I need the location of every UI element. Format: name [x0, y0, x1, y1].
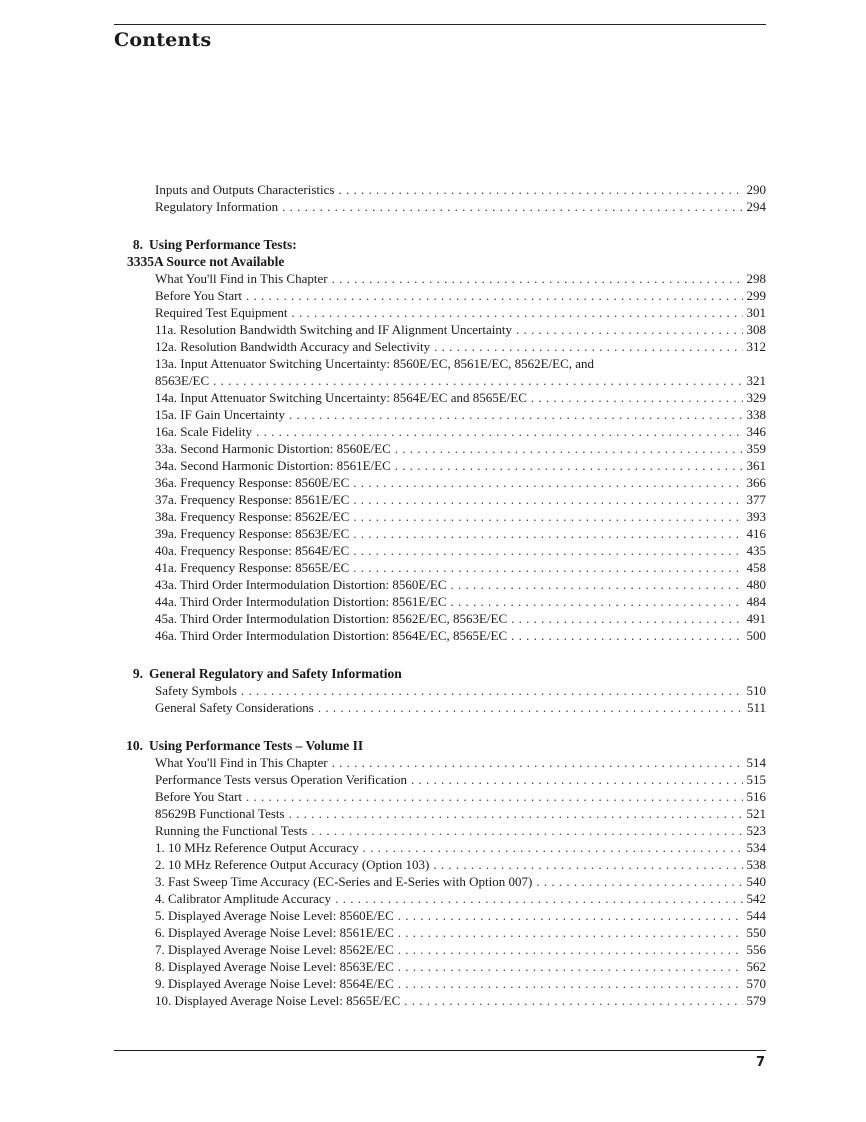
toc-entry[interactable]	[114, 924, 766, 941]
toc-entry-title: 5. Displayed Average Noise Level: 8560E/EC	[155, 908, 394, 923]
toc-page-number: 542	[746, 891, 766, 906]
toc-page-number: 435	[746, 543, 766, 558]
dot-leader	[246, 287, 742, 304]
toc-entry[interactable]	[114, 699, 766, 716]
toc-page-number: 521	[746, 806, 766, 821]
chapter-heading-10[interactable]	[114, 737, 766, 754]
toc-entry[interactable]	[114, 389, 766, 406]
toc-entry-title: 85629B Functional Tests	[155, 806, 285, 821]
toc-page-number: 312	[746, 339, 766, 354]
dot-leader	[536, 873, 742, 890]
toc-page-number: 294	[746, 199, 766, 214]
toc-page-number: 416	[746, 526, 766, 541]
dot-leader	[398, 924, 743, 941]
toc-page-number: 511	[746, 700, 766, 715]
chapter-heading-8[interactable]	[114, 236, 766, 253]
toc-page-number: 359	[746, 441, 766, 456]
toc-page-number: 491	[746, 611, 766, 626]
toc-entry[interactable]	[114, 856, 766, 873]
toc-entry-title: 9. Displayed Average Noise Level: 8564E/EC	[155, 976, 394, 991]
dot-leader	[398, 975, 743, 992]
toc-entry[interactable]	[114, 788, 766, 805]
toc-entry[interactable]	[114, 508, 766, 525]
toc-entry-title: 46a. Third Order Intermodulation Distortion: 8564E/EC, 8565E/EC	[155, 628, 508, 643]
toc-entry[interactable]	[114, 181, 766, 198]
toc-entry[interactable]	[114, 270, 766, 287]
dot-leader	[395, 440, 743, 457]
dot-leader	[511, 627, 742, 644]
section-gap	[114, 716, 766, 737]
toc-page-number: 366	[746, 475, 766, 490]
toc-page-number: 329	[746, 390, 766, 405]
toc-entry[interactable]	[114, 771, 766, 788]
toc-entry-title: 4. Calibrator Amplitude Accuracy	[155, 891, 332, 906]
dot-leader	[398, 941, 743, 958]
dot-leader	[289, 805, 743, 822]
dot-leader	[433, 856, 742, 873]
chapter-10-entries	[114, 754, 766, 1009]
toc-entry-title: 8. Displayed Average Noise Level: 8563E/EC	[155, 959, 394, 974]
toc-page-number: 510	[746, 683, 766, 698]
toc-page-number: 514	[746, 755, 766, 770]
toc-entry-title: 12a. Resolution Bandwidth Accuracy and Selectivity	[155, 339, 431, 354]
dot-leader	[332, 270, 743, 287]
toc-entry[interactable]	[114, 372, 766, 389]
chapter-title: Using Performance Tests:	[149, 237, 297, 252]
toc-entry[interactable]	[114, 992, 766, 1009]
chapter-title: General Regulatory and Safety Information	[149, 666, 402, 681]
toc-entry[interactable]	[114, 304, 766, 321]
toc-entry[interactable]	[114, 907, 766, 924]
chapter-number: 8.	[132, 237, 143, 252]
toc-page-number: 516	[746, 789, 766, 804]
toc-entry[interactable]	[114, 440, 766, 457]
toc-entry-title: Before You Start	[155, 789, 243, 804]
toc-entry-title: Regulatory Information	[155, 199, 279, 214]
chapter-subtitle: 3335A Source not Available	[127, 254, 285, 269]
dot-leader	[353, 491, 742, 508]
toc-entry-title: What You'll Find in This Chapter	[155, 271, 328, 286]
toc-entry-title: What You'll Find in This Chapter	[155, 755, 328, 770]
toc-entry[interactable]	[114, 958, 766, 975]
toc-entry-title: 38a. Frequency Response: 8562E/EC	[155, 509, 350, 524]
chapter-number: 10.	[126, 738, 143, 753]
toc-entry-line[interactable]: 13a. Input Attenuator Switching Uncertainty: 8560E/EC, 8561E/EC, 8562E/EC, and	[155, 356, 595, 371]
toc-entry-title: 37a. Frequency Response: 8561E/EC	[155, 492, 350, 507]
dot-leader	[353, 508, 742, 525]
dot-leader	[398, 907, 743, 924]
toc-entry[interactable]	[114, 474, 766, 491]
toc-page-number: 321	[746, 373, 766, 388]
dot-leader	[363, 839, 743, 856]
dot-leader	[353, 559, 742, 576]
toc-page-number: 579	[746, 993, 766, 1008]
toc-entry-title: 6. Displayed Average Noise Level: 8561E/EC	[155, 925, 394, 940]
toc-page-number: 298	[746, 271, 766, 286]
toc-page-number: 338	[746, 407, 766, 422]
toc-page-number: 562	[746, 959, 766, 974]
section-gap	[114, 215, 766, 236]
toc-entry-title: 36a. Frequency Response: 8560E/EC	[155, 475, 350, 490]
dot-leader	[289, 406, 743, 423]
toc-page-number: 299	[746, 288, 766, 303]
toc-entry[interactable]	[114, 423, 766, 440]
toc-page-number: 534	[746, 840, 766, 855]
dot-leader	[291, 304, 742, 321]
chapter-number: 9.	[132, 666, 143, 681]
toc-page-number: 544	[746, 908, 766, 923]
toc-page-number: 570	[746, 976, 766, 991]
toc-page-number: 361	[746, 458, 766, 473]
toc-page-number: 458	[746, 560, 766, 575]
toc-entry-title: 2. 10 MHz Reference Output Accuracy (Option 103)	[155, 857, 430, 872]
dot-leader	[398, 958, 743, 975]
toc-page-number: 480	[746, 577, 766, 592]
toc-entry[interactable]	[114, 406, 766, 423]
toc-page-number: 515	[746, 772, 766, 787]
toc-entry[interactable]	[114, 321, 766, 338]
toc-entry-title: 33a. Second Harmonic Distortion: 8560E/EC	[155, 441, 391, 456]
dot-leader	[434, 338, 742, 355]
toc-entry[interactable]	[114, 627, 766, 644]
dot-leader	[516, 321, 743, 338]
dot-leader	[353, 525, 742, 542]
toc-entry-title: 15a. IF Gain Uncertainty	[155, 407, 285, 422]
toc-entry-title: 7. Displayed Average Noise Level: 8562E/EC	[155, 942, 394, 957]
toc-entry[interactable]	[114, 941, 766, 958]
toc-entry-title: Running the Functional Tests	[155, 823, 308, 838]
toc-page-number: 556	[746, 942, 766, 957]
dot-leader	[241, 682, 743, 699]
dot-leader	[353, 474, 742, 491]
toc-page-number: 346	[746, 424, 766, 439]
toc-entry[interactable]	[114, 873, 766, 890]
chapter-heading-9[interactable]	[114, 665, 766, 682]
toc-page-number: 290	[746, 182, 766, 197]
dot-leader	[451, 576, 743, 593]
dot-leader	[335, 890, 742, 907]
toc-page-number: 538	[746, 857, 766, 872]
toc-entry[interactable]	[114, 198, 766, 215]
toc-entry[interactable]	[114, 890, 766, 907]
toc-page-number: 484	[746, 594, 766, 609]
toc-page-number: 550	[746, 925, 766, 940]
toc-entry[interactable]	[114, 525, 766, 542]
toc-page-number: 523	[746, 823, 766, 838]
toc-entry[interactable]	[114, 754, 766, 771]
chapter-8-entries	[114, 270, 766, 644]
dot-leader	[213, 372, 742, 389]
toc-page-number: 393	[746, 509, 766, 524]
toc-entry[interactable]	[114, 559, 766, 576]
toc-entry-title: 43a. Third Order Intermodulation Distortion: 8560E/EC	[155, 577, 447, 592]
toc-entry[interactable]	[114, 682, 766, 699]
dot-leader	[531, 389, 743, 406]
toc-entry-title: Performance Tests versus Operation Verification	[155, 772, 408, 787]
chapter-9-entries	[114, 682, 766, 716]
toc-entry[interactable]	[114, 593, 766, 610]
toc-entry-title: 8563E/EC	[155, 373, 210, 388]
toc-entry[interactable]	[114, 576, 766, 593]
toc-entry-title: 44a. Third Order Intermodulation Distortion: 8561E/EC	[155, 594, 447, 609]
dot-leader	[318, 699, 743, 716]
dot-leader	[282, 198, 742, 215]
toc-entry-title: 1. 10 MHz Reference Output Accuracy	[155, 840, 359, 855]
toc-entry[interactable]	[114, 491, 766, 508]
toc-page-number: 308	[746, 322, 766, 337]
toc-entry-title: 10. Displayed Average Noise Level: 8565E/EC	[155, 993, 401, 1008]
dot-leader	[404, 992, 742, 1009]
toc-entry[interactable]	[114, 542, 766, 559]
toc-entry-title: 40a. Frequency Response: 8564E/EC	[155, 543, 350, 558]
toc-page-number: 377	[746, 492, 766, 507]
toc-page-number: 540	[746, 874, 766, 889]
dot-leader	[246, 788, 742, 805]
toc-entry-title: 39a. Frequency Response: 8563E/EC	[155, 526, 350, 541]
dot-leader	[451, 593, 743, 610]
leading-entries	[114, 181, 766, 215]
dot-leader	[311, 822, 742, 839]
toc-entry[interactable]	[114, 805, 766, 822]
toc-entry[interactable]	[114, 975, 766, 992]
chapter-title: Using Performance Tests – Volume II	[149, 738, 364, 753]
toc-entry-title: 14a. Input Attenuator Switching Uncertainty: 8564E/EC and 8565E/EC	[155, 390, 527, 405]
header-rule	[114, 24, 766, 25]
toc-page-number: 301	[746, 305, 766, 320]
page-title: Contents	[114, 29, 212, 51]
toc-entry[interactable]	[114, 338, 766, 355]
dot-leader	[395, 457, 743, 474]
toc-entry-title: 45a. Third Order Intermodulation Distortion: 8562E/EC, 8563E/EC	[155, 611, 508, 626]
table-of-contents	[114, 181, 766, 1009]
toc-page-number: 500	[746, 628, 766, 643]
dot-leader	[353, 542, 742, 559]
toc-entry-title: General Safety Considerations	[155, 700, 314, 715]
toc-entry-title: 41a. Frequency Response: 8565E/EC	[155, 560, 350, 575]
toc-entry-title: 34a. Second Harmonic Distortion: 8561E/EC	[155, 458, 391, 473]
dot-leader	[411, 771, 742, 788]
toc-entry[interactable]	[114, 822, 766, 839]
page-number: 7	[755, 1055, 765, 1070]
dot-leader	[256, 423, 742, 440]
dot-leader	[511, 610, 742, 627]
toc-entry-title: 3. Fast Sweep Time Accuracy (EC-Series and E-Series with Option 007)	[155, 874, 533, 889]
toc-entry-title: 16a. Scale Fidelity	[155, 424, 253, 439]
dot-leader	[338, 181, 742, 198]
section-gap	[114, 644, 766, 665]
toc-entry[interactable]	[114, 457, 766, 474]
toc-entry[interactable]	[114, 610, 766, 627]
toc-entry-title: Required Test Equipment	[155, 305, 288, 320]
toc-entry-title: Safety Symbols	[155, 683, 237, 698]
toc-entry[interactable]	[114, 839, 766, 856]
toc-entry-title: Before You Start	[155, 288, 243, 303]
toc-entry-title: 11a. Resolution Bandwidth Switching and IF Alignment Uncertainty	[155, 322, 512, 337]
footer-rule	[114, 1050, 766, 1051]
toc-entry[interactable]	[114, 287, 766, 304]
dot-leader	[332, 754, 743, 771]
toc-entry-title: Inputs and Outputs Characteristics	[155, 182, 335, 197]
